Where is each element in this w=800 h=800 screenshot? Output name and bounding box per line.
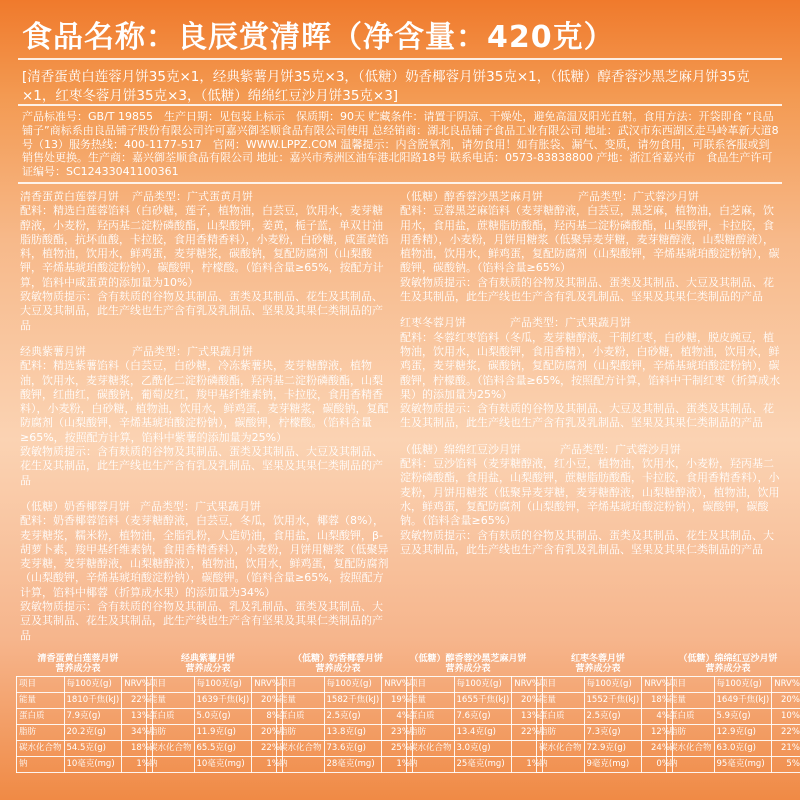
table-row: 钠 25毫克(mg) 1%: [407, 757, 543, 773]
table-row: 项目 每100克(g) NRV%: [537, 677, 673, 693]
allergen-text: 致敏物质提示：含有麸质的谷物及其制品、蛋类及其制品、花生及其制品、大豆及其制品，此生产线也生产含有乳及乳制品、坚果及其果仁类制品的产品: [400, 528, 774, 556]
table-row: 蛋白质 7.6克(g) 13%: [407, 709, 543, 725]
table-row: 蛋白质 2.5克(g) 4%: [537, 709, 673, 725]
product-meta: 产品标准号：GB/T 19855 生产日期：见包装上标示 保质期：90天 贮藏条件：请置于阴凉、干燥处，避免高温及阳光直射。食用方法：开袋即食 “良品铺子”商标系由良品铺子股份有限公司许可嘉兴御荃顺食品有限公司使用 总经销商：湖北良品铺子食品工业有限公司 地址：武汉市东西湖区走马岭革新大道8号（13）服务热线：400-1177-517 官网：WWW.LPPZ.COM 温馨提示：内含脱氧剂，请勿食用！如有胀袋、漏气、变质，请勿食用，可联系客服或到销售处更换。生产商：嘉兴御荃顺食品有限公司 地址：嘉兴市秀洲区油车港北阳路18号 联系电话：0573-83838800 产地：浙江省嘉兴市 食品生产许可证编号：SC12433041100361: [22, 110, 779, 179]
table-row: 蛋白质 2.5克(g) 4%: [277, 709, 413, 725]
table-row: 脂肪 11.9克(g) 20%: [147, 725, 283, 741]
table-row: 能量 1810千焦(kJ) 22%: [17, 693, 153, 709]
table-row: 项目 每100克(g) NRV%: [17, 677, 153, 693]
table-row: 碳水化合物 54.5克(g) 18%: [17, 741, 153, 757]
nutrition-tables-row: [16, 654, 800, 800]
nutrition-grid: [16, 676, 153, 773]
table-row: 能量 1639千焦(kJ) 20%: [147, 693, 283, 709]
product-heading: 经典紫薯月饼 产品类型：广式果蔬月饼: [20, 344, 253, 358]
product-heading: （低糖）绵绵红豆沙月饼 产品类型：广式蓉沙月饼: [400, 442, 681, 456]
nutrition-product-name: （低糖）醇香蓉沙黑芝麻月饼: [409, 654, 527, 664]
product-heading: 红枣冬蓉月饼 产品类型：广式果蔬月饼: [400, 316, 631, 330]
nutrition-subtitle: 营养成分表: [55, 664, 101, 674]
table-row: 项目 每100克(g) NRV%: [277, 677, 413, 693]
product-block: [20, 500, 392, 643]
product-block: [20, 190, 392, 333]
ingredients-text: 配料：冬蓉红枣馅料（冬瓜，麦芽糖醇液，干制红枣，白砂糖，脱皮豌豆，植物油，饮用水，山梨酸钾，食用香精），小麦粉，白砂糖，植物油，饮用水，鲜鸡蛋，麦芽糖浆，碳酸钠，复配防腐剂（山梨酸钾，辛烯基琥珀酸淀粉钠），碳酸钾，柠檬酸。（馅料含量≥65%，按照配方计算，馅料中干制红枣（折算成水果）的添加量为25%）: [400, 330, 781, 401]
table-row: 项目 每100克(g) NRV%: [147, 677, 283, 693]
nutrition-product-name: 红枣冬蓉月饼: [570, 654, 625, 664]
nutrition-table: [146, 654, 280, 773]
table-row: 能量 1649千焦(kJ) 20%: [667, 693, 800, 709]
product-title: 食品名称：良辰赏清晖（净含量：420克）: [22, 20, 615, 55]
ingredients-text: 配料：奶香椰蓉馅料（麦芽糖醇液，白芸豆，冬瓜，饮用水，椰蓉（8%），麦芽糖浆，糯米粉，植物油，全脂乳粉，人造奶油，食用盐，山梨酸钾，β-胡萝卜素，羧甲基纤维素钠，食用香精香料），小麦粉，月饼用糖浆（低聚异麦芽糖，麦芽糖醇液，山梨糖醇液），植物油，饮用水，鲜鸡蛋，复配防腐剂（山梨酸钾，辛烯基琥珀酸淀粉钠），碳酸钾。（馅料含量≥65%，按照配方计算，馅料中椰蓉（折算成水果）的添加量为34%）: [20, 514, 389, 599]
table-row: 脂肪 7.3克(g) 12%: [537, 725, 673, 741]
left-column: [20, 190, 392, 655]
nutrition-subtitle: 营养成分表: [575, 664, 621, 674]
product-block: [400, 443, 782, 557]
product-heading: 清香蛋黄白莲蓉月饼 产品类型：广式蛋黄月饼: [20, 190, 253, 203]
table-row: 钠 95毫克(mg) 5%: [667, 757, 800, 773]
nutrition-subtitle: 营养成分表: [315, 664, 361, 674]
nutrition-grid: [276, 676, 413, 773]
package-contents: [清香蛋黄白莲蓉月饼35克×1，经典紫薯月饼35克×3，（低糖）奶香椰蓉月饼35克×1，（低糖）醇香蓉沙黑芝麻月饼35克×1，红枣冬蓉月饼35克×3，（低糖）绵绵红豆沙月饼35克×3]: [22, 69, 750, 104]
product-block: [20, 345, 392, 488]
nutrition-grid: [406, 676, 543, 773]
table-row: 蛋白质 5.0克(g) 8%: [147, 709, 283, 725]
nutrition-table: [276, 654, 410, 773]
table-row: 蛋白质 5.9克(g) 10%: [667, 709, 800, 725]
table-row: 碳水化合物 72.9克(g) 24%: [537, 741, 673, 757]
product-block: [400, 190, 782, 304]
ingredients-text: 配料：精选白莲蓉馅料（白砂糖，莲子，植物油，白芸豆，饮用水，麦芽糖醇液，小麦粉，羟丙基二淀粉磷酸酯，山梨酸钾，姜黄，栀子蓝，单双甘油脂肪酸酯，抗坏血酸，卡拉胶，食用香精香料），小麦粉，白砂糖，咸蛋黄馅料，植物油，饮用水，鲜鸡蛋，麦芽糖浆，碳酸钠，复配防腐剂（山梨酸钾，辛烯基琥珀酸淀粉钠），碳酸钾，柠檬酸。（馅料含量≥65%，按配方计算，馅料中咸蛋黄的添加量为10%）: [20, 204, 389, 289]
table-row: 项目 每100克(g) NRV%: [667, 677, 800, 693]
table-row: 碳水化合物 65.5克(g) 22%: [147, 741, 283, 757]
ingredients-text: 配料：豆蓉黑芝麻馅料（麦芽糖醇液，白芸豆，黑芝麻，植物油，白芝麻，饮用水，食用盐，蔗糖脂肪酸酯，羟丙基二淀粉磷酸酯，山梨酸钾，卡拉胶，食用香精），小麦粉，月饼用糖浆（低聚异麦芽糖，麦芽糖醇液，山梨糖醇液），植物油，饮用水，鲜鸡蛋，复配防腐剂（山梨酸钾，辛烯基琥珀酸淀粉钠），碳酸钾，碳酸钠。（馅料含量≥65%）: [400, 204, 780, 275]
nutrition-grid: [666, 676, 800, 773]
table-row: 钠 10毫克(mg) 1%: [147, 757, 283, 773]
nutrition-product-name: 清香蛋黄白莲蓉月饼: [37, 654, 119, 664]
nutrition-table: [16, 654, 150, 773]
allergen-text: 致敏物质提示：含有麸质的谷物及其制品、大豆及其制品、蛋类及其制品、花生及其制品，此生产线也生产含有乳及乳制品、坚果及其果仁类制品的产品: [400, 402, 774, 430]
product-heading: （低糖）奶香椰蓉月饼 产品类型：广式果蔬月饼: [20, 499, 261, 513]
ingredients-text: 配料：精选紫薯馅料（白芸豆，白砂糖，冷冻紫薯块，麦芽糖醇液，植物油，饮用水，麦芽糖浆，乙酰化二淀粉磷酸酯，羟丙基二淀粉磷酸酯，山梨酸钾，红曲红，碳酸钠，葡萄皮红，羧甲基纤维素钠，卡拉胶，食用香精香料），小麦粉，白砂糖，植物油，饮用水，鲜鸡蛋，麦芽糖浆，碳酸钠，复配防腐剂（山梨酸钾，辛烯基琥珀酸淀粉钠），碳酸钾，柠檬酸。（馅料含量≥65%，按照配方计算，馅料中紫薯的添加量为25%）: [20, 359, 389, 444]
nutrition-grid: [536, 676, 673, 773]
product-block: [400, 316, 782, 430]
nutrition-subtitle: 营养成分表: [705, 664, 751, 674]
table-row: 能量 1582千焦(kJ) 19%: [277, 693, 413, 709]
table-row: 钠 9毫克(mg) 0%: [537, 757, 673, 773]
nutrition-subtitle: 营养成分表: [445, 664, 491, 674]
table-row: 能量 1655千焦(kJ) 20%: [407, 693, 543, 709]
allergen-text: 致敏物质提示：含有麸质的谷物及其制品、乳及乳制品、蛋类及其制品、大豆及其制品、花生及其制品，此生产线也生产含有坚果及其果仁类制品的产品: [20, 600, 383, 642]
nutrition-product-name: （低糖）奶香椰蓉月饼: [292, 654, 383, 664]
table-row: 能量 1552千焦(kJ) 18%: [537, 693, 673, 709]
nutrition-product-name: 经典紫薯月饼: [180, 654, 235, 664]
table-row: 碳水化合物 73.6克(g) 25%: [277, 741, 413, 757]
table-row: 脂肪 12.9克(g) 22%: [667, 725, 800, 741]
ingredients-text: 配料：豆沙馅料（麦芽糖醇液，红小豆，植物油，饮用水，小麦粉，羟丙基二淀粉磷酸酯，食用盐，山梨酸钾，蔗糖脂肪酸酯，卡拉胶，食用香精香料），小麦粉，月饼用糖浆（低聚异麦芽糖，麦芽糖醇液，山梨糖醇液），植物油，饮用水，鲜鸡蛋，复配防腐剂（山梨酸钾，辛烯基琥珀酸淀粉钠），碳酸钾，碳酸钠。（馅料含量≥65%）: [400, 457, 780, 528]
table-row: 钠 10毫克(mg) 1%: [17, 757, 153, 773]
table-row: 项目 每100克(g) NRV%: [407, 677, 543, 693]
nutrition-product-name: （低糖）绵绵红豆沙月饼: [678, 654, 778, 664]
product-heading: （低糖）醇香蓉沙黑芝麻月饼 产品类型：广式蓉沙月饼: [400, 190, 699, 203]
table-row: 钠 28毫克(mg) 1%: [277, 757, 413, 773]
table-row: 脂肪 13.4克(g) 22%: [407, 725, 543, 741]
table-row: 蛋白质 7.9克(g) 13%: [17, 709, 153, 725]
nutrition-subtitle: 营养成分表: [185, 664, 231, 674]
title-divider: [18, 58, 782, 60]
nutrition-grid: [146, 676, 283, 773]
table-row: 脂肪 13.8克(g) 23%: [277, 725, 413, 741]
right-column: [400, 190, 782, 569]
table-row: 脂肪 20.2克(g) 34%: [17, 725, 153, 741]
contents-divider: [18, 104, 782, 106]
nutrition-table: [666, 654, 800, 773]
table-row: 碳水化合物 63.0克(g) 21%: [667, 741, 800, 757]
allergen-text: 致敏物质提示：含有麸质的谷物及其制品、蛋类及其制品、花生及其制品、大豆及其制品，此生产线也生产含有乳及乳制品、坚果及其果仁类制品的产品: [20, 290, 383, 332]
nutrition-table: [536, 654, 670, 773]
allergen-text: 致敏物质提示：含有麸质的谷物及其制品、蛋类及其制品、大豆及其制品、花生及其制品，此生产线也生产含有乳及乳制品、坚果及其果仁类制品的产品: [20, 445, 383, 487]
table-row: 碳水化合物 3.0克(g): [407, 741, 543, 757]
meta-divider: [18, 182, 782, 184]
nutrition-table: [406, 654, 540, 773]
allergen-text: 致敏物质提示：含有麸质的谷物及其制品、蛋类及其制品、大豆及其制品、花生及其制品，此生产线也生产含有乳及乳制品、坚果及其果仁类制品的产品: [400, 275, 774, 304]
